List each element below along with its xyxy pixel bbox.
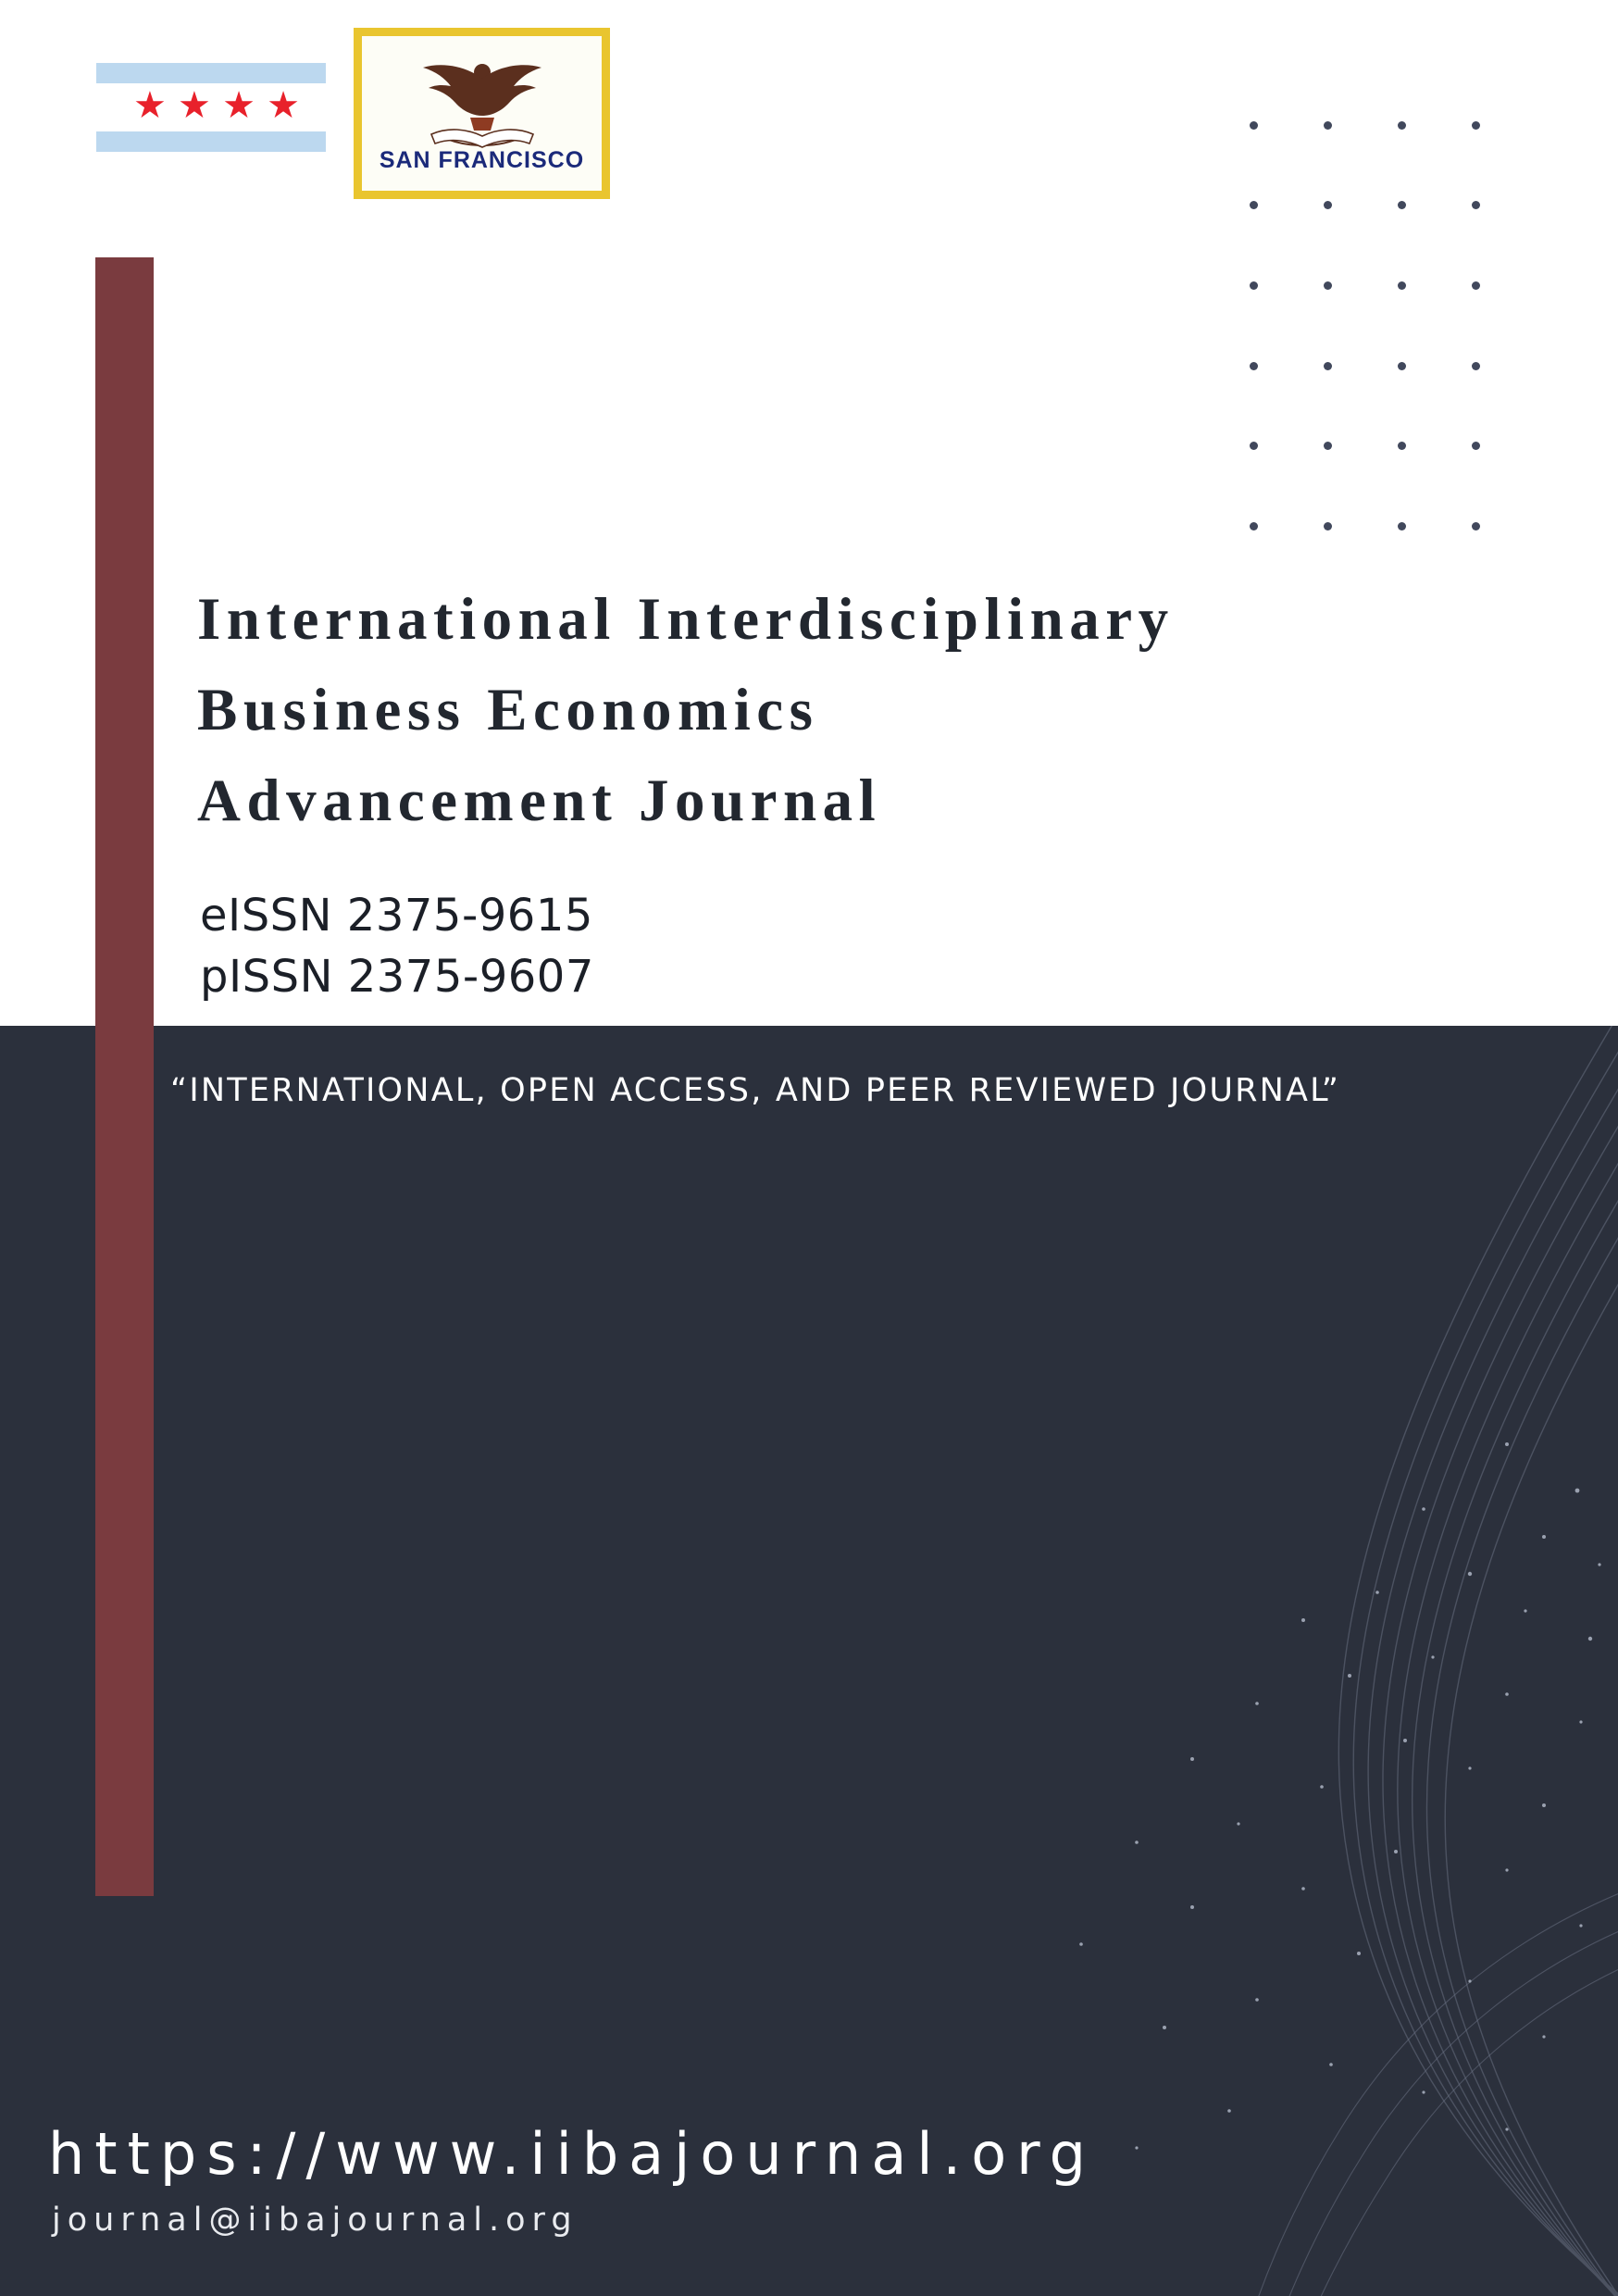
accent-bar: [95, 257, 154, 1896]
page-title: [197, 574, 1549, 846]
grid-dot: [1324, 362, 1332, 370]
grid-dot: [1324, 201, 1332, 209]
grid-dot: [1250, 281, 1258, 290]
tagline: “INTERNATIONAL, OPEN ACCESS, AND PEER REVIEWED JOURNAL”: [170, 1072, 1341, 1109]
grid-dot: [1472, 281, 1480, 290]
grid-dot: [1250, 442, 1258, 450]
flag-stripe-bottom: [96, 131, 326, 152]
journal-title-line-1: International Interdisciplinary: [197, 586, 1175, 653]
website-url[interactable]: https://www.iibajournal.org: [48, 2120, 1096, 2188]
flag-stars: [133, 85, 300, 126]
grid-dot: [1398, 121, 1406, 130]
contact-email[interactable]: journal@iibajournal.org: [52, 2202, 579, 2239]
pissn-value: pISSN 2375-9607: [200, 951, 594, 1003]
chicago-flag-icon: [96, 28, 326, 162]
flag-star-icon: ★: [267, 85, 300, 126]
journal-title-line-2: Business Economics: [197, 677, 819, 743]
grid-dot: [1398, 362, 1406, 370]
san-francisco-seal: [354, 28, 610, 199]
eissn-value: eISSN 2375-9615: [200, 890, 593, 942]
dark-panel: [0, 1026, 1618, 2296]
grid-dot: [1250, 201, 1258, 209]
flag-stripe-top: [96, 63, 326, 83]
grid-dot: [1398, 522, 1406, 530]
grid-dot: [1324, 121, 1332, 130]
wave-decoration-icon: [822, 1026, 1618, 2296]
grid-dot: [1398, 281, 1406, 290]
seal-label: SAN FRANCISCO: [379, 147, 585, 173]
grid-dot: [1398, 201, 1406, 209]
dot-grid-decoration: [1216, 85, 1512, 567]
grid-dot: [1472, 522, 1480, 530]
speckle-decoration-icon: [1026, 1426, 1618, 2185]
flag-star-icon: ★: [133, 85, 167, 126]
journal-title-line-3: Advancement Journal: [197, 767, 882, 834]
eagle-icon: [413, 51, 552, 148]
grid-dot: [1250, 121, 1258, 130]
grid-dot: [1324, 281, 1332, 290]
grid-dot: [1472, 121, 1480, 130]
grid-dot: [1472, 362, 1480, 370]
grid-dot: [1250, 522, 1258, 530]
grid-dot: [1472, 442, 1480, 450]
grid-dot: [1324, 442, 1332, 450]
flag-group: [96, 28, 610, 199]
grid-dot: [1398, 442, 1406, 450]
grid-dot: [1324, 522, 1332, 530]
flag-star-icon: ★: [178, 85, 211, 126]
grid-dot: [1250, 362, 1258, 370]
grid-dot: [1472, 201, 1480, 209]
flag-star-icon: ★: [222, 85, 255, 126]
issn-block: [200, 885, 594, 1007]
